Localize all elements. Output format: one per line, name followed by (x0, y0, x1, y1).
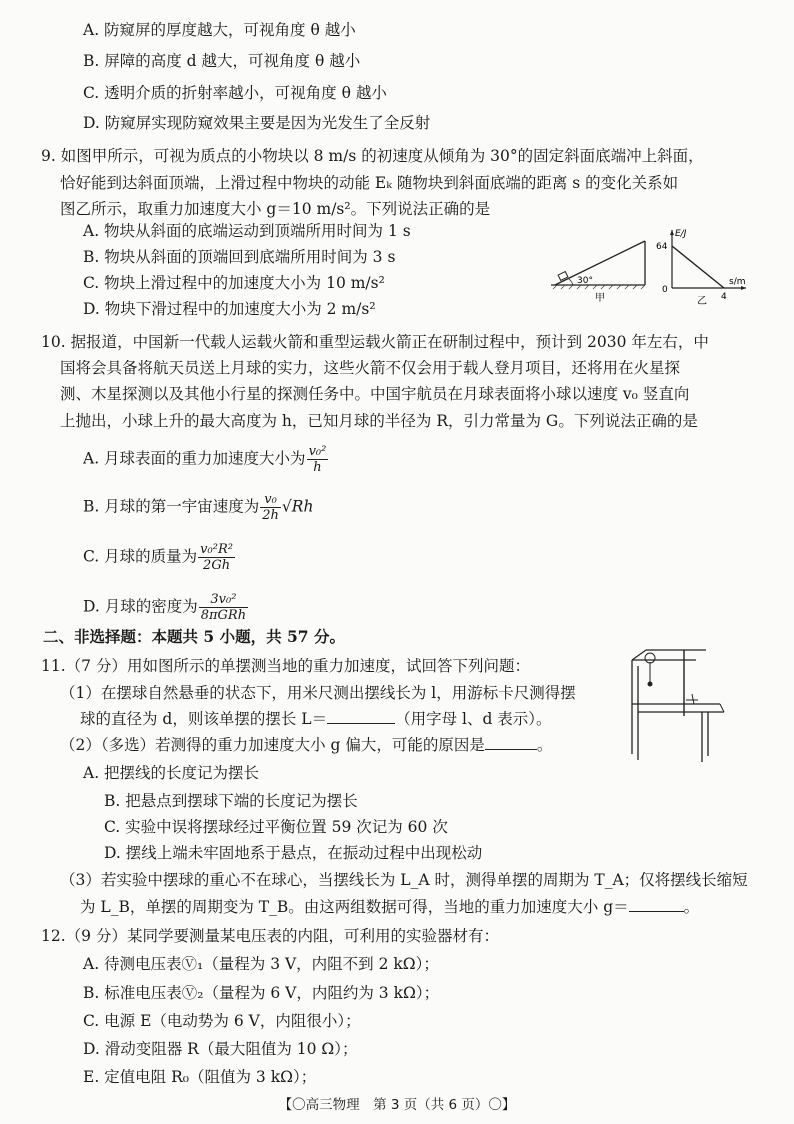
q10-option-c-text: C. 月球的质量为 (83, 547, 198, 566)
q11-part3-line2 (80, 896, 699, 918)
q11-part1-line2 (80, 708, 552, 730)
q10-option-a-numerator: v₀² (308, 444, 327, 459)
q10-option-d (83, 592, 249, 623)
q9-option-b: B. 物块从斜面的顶端回到底端所用时间为 3 s (83, 248, 396, 266)
q10-option-d-text: D. 月球的密度为 (83, 597, 198, 616)
q9-option-d: D. 物块下滑过程中的加速度大小为 2 m/s² (83, 300, 376, 318)
q11-option-a: A. 把摆线的长度记为摆长 (83, 764, 260, 782)
q10-option-b-denominator: 2h (262, 508, 279, 523)
q10-option-b-fraction (260, 492, 281, 523)
q10-option-c-numerator: v₀²R² (200, 542, 233, 557)
q10-stem-line3: 测、木星探测以及其他小行星的探测任务中。中国宇航员在月球表面将小球以速度 v₀ 竖直向 (60, 385, 690, 403)
q11-option-b: B. 把悬点到摆球下端的长度记为摆长 (104, 792, 358, 810)
q12-item-c: C. 电源 E（电动势为 6 V，内阻很小）； (83, 1012, 361, 1030)
graph-y-value: 64 (656, 242, 668, 252)
figure-graph-yi (652, 226, 752, 306)
q10-option-b-text: B. 月球的第一宇宙速度为 (83, 497, 260, 516)
figure-pendulum-apparatus (628, 644, 748, 766)
q12-stem: 12.（9 分）某同学要测量某电压表的内阻，可利用的实验器材有： (41, 927, 499, 945)
graph-y-label: E/J (675, 229, 687, 239)
figure-yi-caption: 乙 (697, 296, 707, 306)
q10-option-a-fraction (307, 444, 329, 475)
q10-stem-line2: 国将会具备将航天员送上月球的实力，这些火箭不仅会用于载人登月项目，还将用在火星探 (60, 359, 681, 377)
q11-part1-text: 球的直径为 d，则该单摆的摆长 L＝ (80, 710, 328, 728)
q10-option-b-numerator: v₀ (260, 492, 281, 508)
answer-blank-error-reason[interactable] (485, 735, 537, 750)
page-footer: 【〇高三物理 第 3 页（共 6 页）〇】 (278, 1097, 516, 1113)
q10-stem-line4: 上抛出，小球上升的最大高度为 h，已知月球的半径为 R，引力常量为 G。下列说法正确的是 (60, 412, 698, 430)
q11-part2-line (60, 734, 552, 756)
q9-stem-line3: 图乙所示，取重力加速度大小 g＝10 m/s²。下列说法正确的是 (60, 200, 491, 218)
q8-option-c: C. 透明介质的折射率越小，可视角度 θ 越小 (83, 84, 387, 102)
q11-part3-text: 为 L_B，单摆的周期变为 T_B。由这两组数据可得，当地的重力加速度大小 g＝ (80, 898, 629, 916)
q9-option-c: C. 物块上滑过程中的加速度大小为 10 m/s² (83, 274, 385, 292)
q10-option-b-sqrt: √Rh (281, 497, 314, 516)
q8-option-d: D. 防窥屏实现防窥效果主要是因为光发生了全反射 (83, 114, 431, 132)
q8-option-a: A. 防窥屏的厚度越大，可视角度 θ 越小 (83, 21, 356, 39)
q10-option-b (83, 492, 313, 523)
q12-item-d: D. 滑动变阻器 R（最大阻值为 10 Ω）； (83, 1040, 358, 1058)
q9-option-a: A. 物块从斜面的底端运动到顶端所用时间为 1 s (83, 222, 411, 240)
q12-item-e: E. 定值电阻 R₀（阻值为 3 kΩ）； (83, 1068, 317, 1086)
section-heading-nonchoice: 二、非选择题：本题共 5 小题，共 57 分。 (43, 627, 345, 646)
q10-option-c (83, 542, 236, 573)
q10-option-a-denominator: h (313, 460, 322, 475)
graph-origin: 0 (662, 285, 668, 295)
q10-option-d-denominator: 8πGRh (200, 608, 247, 623)
figure-jia-caption: 甲 (595, 293, 605, 304)
q8-option-b: B. 屏障的高度 d 越大，可视角度 θ 越小 (83, 52, 361, 70)
q10-stem-line1: 10. 据报道，中国新一代载人运载火箭和重型运载火箭正在研制过程中，预计到 2030 年左右，中 (41, 333, 709, 351)
incline-angle-label: 30° (577, 276, 593, 286)
q10-option-a (83, 444, 329, 475)
q10-option-c-fraction (198, 542, 235, 573)
q12-item-a: A. 待测电压表Ⓥ₁（量程为 3 V，内阻不到 2 kΩ）； (83, 955, 439, 973)
q11-part2-text: （2）（多选）若测得的重力加速度大小 g 偏大，可能的原因是 (60, 736, 485, 754)
q11-option-c: C. 实验中误将摆球经过平衡位置 59 次记为 60 次 (104, 818, 448, 836)
q11-part1-hint: （用字母 l、d 表示）。 (395, 710, 552, 728)
q10-option-c-denominator: 2Gh (203, 558, 231, 573)
q11-part3-line1: （3）若实验中摆球的重心不在球心，当摆线长为 L_A 时，测得单摆的周期为 T_A；仅将摆线长缩短 (60, 871, 748, 889)
q10-option-a-text: A. 月球表面的重力加速度大小为 (83, 449, 306, 468)
q11-part2-end: 。 (536, 736, 553, 754)
q10-option-d-numerator: 3v₀² (199, 592, 248, 608)
q11-part1-line1: （1）在摆球自然悬垂的状态下，用米尺测出摆线长为 l，用游标卡尺测得摆 (60, 684, 576, 702)
q11-stem: 11.（7 分）用如图所示的单摆测当地的重力加速度，试回答下列问题： (41, 657, 530, 675)
figure-incline-jia (545, 235, 655, 305)
answer-blank-pendulum-length[interactable] (327, 709, 395, 724)
q10-option-d-fraction (199, 592, 248, 623)
q9-stem-line2: 恰好能到达斜面顶端，上滑过程中物块的动能 Eₖ 随物块到斜面底端的距离 s 的变化关系如 (60, 174, 679, 192)
q9-stem-line1: 9. 如图甲所示，可视为质点的小物块以 8 m/s 的初速度从倾角为 30°的固定斜面底端冲上斜面， (41, 147, 704, 165)
graph-x-value: 4 (721, 292, 727, 302)
answer-blank-gravity[interactable] (629, 897, 684, 912)
graph-x-label: s/m (729, 277, 746, 287)
q11-option-d: D. 摆线上端未牢固地系于悬点，在振动过程中出现松动 (104, 844, 483, 862)
q12-item-b: B. 标准电压表Ⓥ₂（量程为 6 V，内阻约为 3 kΩ）； (83, 984, 440, 1002)
q11-part3-end: 。 (683, 898, 700, 916)
